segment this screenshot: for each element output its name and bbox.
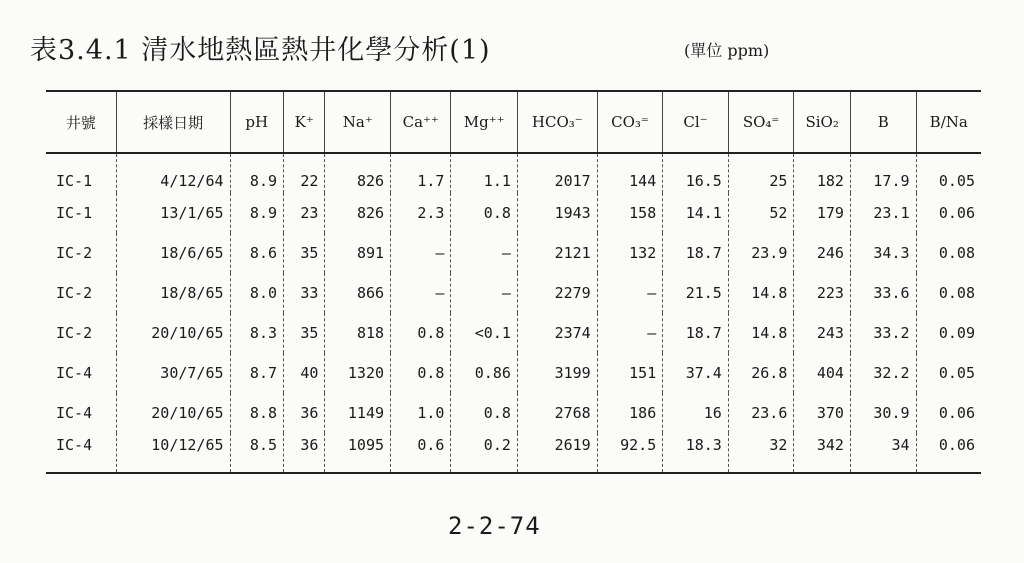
cell-ph: 8.9 bbox=[230, 153, 284, 193]
cell-ca: 0.8 bbox=[391, 313, 451, 353]
cell-b-na: 0.05 bbox=[916, 353, 981, 393]
cell-na: 866 bbox=[325, 273, 391, 313]
cell-hco3: 2619 bbox=[517, 433, 597, 473]
cell-cl: 18.7 bbox=[663, 313, 729, 353]
cell-sio2: 370 bbox=[794, 393, 851, 433]
cell-ph: 8.9 bbox=[230, 193, 284, 233]
cell-mg: <0.1 bbox=[451, 313, 517, 353]
cell-b: 23.1 bbox=[850, 193, 916, 233]
cell-cl: 37.4 bbox=[663, 353, 729, 393]
cell-co3: 186 bbox=[597, 393, 663, 433]
cell-sio2: 243 bbox=[794, 313, 851, 353]
chemical-analysis-table bbox=[46, 90, 981, 474]
cell-cl: 21.5 bbox=[663, 273, 729, 313]
cell-ca: 1.7 bbox=[391, 153, 451, 193]
cell-b: 33.6 bbox=[850, 273, 916, 313]
cell-b-na: 0.06 bbox=[916, 193, 981, 233]
cell-na: 1320 bbox=[325, 353, 391, 393]
cell-hco3: 2121 bbox=[517, 233, 597, 273]
cell-well-id: IC-2 bbox=[56, 244, 93, 262]
cell-ca: — bbox=[391, 273, 451, 313]
table-row bbox=[46, 193, 981, 233]
cell-co3: 158 bbox=[597, 193, 663, 233]
cell-k: 40 bbox=[284, 353, 325, 393]
cell-so4: 52 bbox=[728, 193, 794, 233]
unit-label: (單位 ppm) bbox=[684, 41, 770, 60]
table-row bbox=[46, 233, 981, 273]
cell-co3: 92.5 bbox=[597, 433, 663, 473]
cell-cl: 18.7 bbox=[663, 233, 729, 273]
cell-sio2: 404 bbox=[794, 353, 851, 393]
col-header-b: B bbox=[850, 91, 916, 153]
cell-na: 826 bbox=[325, 153, 391, 193]
table-row bbox=[46, 393, 981, 433]
cell-hco3: 3199 bbox=[517, 353, 597, 393]
cell-b: 34.3 bbox=[850, 233, 916, 273]
cell-k: 33 bbox=[284, 273, 325, 313]
cell-hco3: 2374 bbox=[517, 313, 597, 353]
cell-well-id: IC-2 bbox=[56, 324, 93, 342]
cell-well-id: IC-4 bbox=[56, 364, 93, 382]
cell-ph: 8.3 bbox=[230, 313, 284, 353]
col-header-well-id: 井號 bbox=[46, 91, 116, 153]
cell-so4: 26.8 bbox=[728, 353, 794, 393]
cell-so4: 14.8 bbox=[728, 313, 794, 353]
cell-ph: 8.7 bbox=[230, 353, 284, 393]
cell-mg: — bbox=[451, 233, 517, 273]
col-header-co3: CO₃⁼ bbox=[597, 91, 663, 153]
cell-co3: 132 bbox=[597, 233, 663, 273]
col-header-sampling-date: 採樣日期 bbox=[116, 91, 230, 153]
cell-cl: 16 bbox=[663, 393, 729, 433]
cell-k: 35 bbox=[284, 313, 325, 353]
cell-ca: 2.3 bbox=[391, 193, 451, 233]
cell-b: 34 bbox=[850, 433, 916, 473]
cell-b: 32.2 bbox=[850, 353, 916, 393]
table-row bbox=[46, 353, 981, 393]
cell-b-na: 0.08 bbox=[916, 233, 981, 273]
cell-cl: 16.5 bbox=[663, 153, 729, 193]
col-header-sio2: SiO₂ bbox=[794, 91, 851, 153]
cell-well-id: IC-1 bbox=[56, 204, 93, 222]
cell-ph: 8.5 bbox=[230, 433, 284, 473]
cell-sampling-date: 20/10/65 bbox=[116, 393, 230, 433]
cell-mg: 0.8 bbox=[451, 193, 517, 233]
col-header-so4: SO₄⁼ bbox=[728, 91, 794, 153]
cell-mg: 0.8 bbox=[451, 393, 517, 433]
cell-co3: — bbox=[597, 273, 663, 313]
cell-well-id: IC-2 bbox=[56, 284, 93, 302]
table-title: 表3.4.1 清水地熱區熱井化學分析(1) bbox=[30, 35, 491, 66]
table-row bbox=[46, 153, 981, 193]
cell-k: 23 bbox=[284, 193, 325, 233]
cell-hco3: 1943 bbox=[517, 193, 597, 233]
cell-co3: 144 bbox=[597, 153, 663, 193]
col-header-mg: Mg⁺⁺ bbox=[451, 91, 517, 153]
cell-hco3: 2279 bbox=[517, 273, 597, 313]
cell-mg: 0.86 bbox=[451, 353, 517, 393]
header-row bbox=[46, 91, 981, 153]
cell-sampling-date: 10/12/65 bbox=[116, 433, 230, 473]
cell-b-na: 0.09 bbox=[916, 313, 981, 353]
cell-ph: 8.8 bbox=[230, 393, 284, 433]
cell-cl: 14.1 bbox=[663, 193, 729, 233]
cell-k: 22 bbox=[284, 153, 325, 193]
cell-k: 35 bbox=[284, 233, 325, 273]
cell-sampling-date: 20/10/65 bbox=[116, 313, 230, 353]
cell-hco3: 2768 bbox=[517, 393, 597, 433]
cell-mg: — bbox=[451, 273, 517, 313]
cell-sio2: 179 bbox=[794, 193, 851, 233]
cell-well-id: IC-1 bbox=[56, 171, 93, 190]
cell-sio2: 182 bbox=[794, 153, 851, 193]
col-header-hco3: HCO₃⁻ bbox=[517, 91, 597, 153]
cell-sampling-date: 18/8/65 bbox=[116, 273, 230, 313]
cell-so4: 23.9 bbox=[728, 233, 794, 273]
cell-hco3: 2017 bbox=[517, 153, 597, 193]
cell-so4: 25 bbox=[728, 153, 794, 193]
cell-mg: 1.1 bbox=[451, 153, 517, 193]
cell-b: 30.9 bbox=[850, 393, 916, 433]
cell-b-na: 0.06 bbox=[916, 393, 981, 433]
table-row bbox=[46, 433, 981, 473]
table-row bbox=[46, 273, 981, 313]
col-header-ca: Ca⁺⁺ bbox=[391, 91, 451, 153]
cell-co3: — bbox=[597, 313, 663, 353]
cell-well-id: IC-4 bbox=[46, 433, 116, 473]
cell-na: 1095 bbox=[325, 433, 391, 473]
cell-sampling-date: 4/12/64 bbox=[116, 153, 230, 193]
cell-sampling-date: 30/7/65 bbox=[116, 353, 230, 393]
page-number: 2-2-74 bbox=[448, 512, 541, 540]
cell-co3: 151 bbox=[597, 353, 663, 393]
cell-sio2: 342 bbox=[794, 433, 851, 473]
cell-ph: 8.0 bbox=[230, 273, 284, 313]
cell-so4: 32 bbox=[728, 433, 794, 473]
cell-ca: 0.8 bbox=[391, 353, 451, 393]
cell-so4: 23.6 bbox=[728, 393, 794, 433]
cell-sio2: 246 bbox=[794, 233, 851, 273]
cell-sampling-date: 18/6/65 bbox=[116, 233, 230, 273]
cell-ca: — bbox=[391, 233, 451, 273]
col-header-ph: pH bbox=[230, 91, 284, 153]
cell-sampling-date: 13/1/65 bbox=[116, 193, 230, 233]
cell-na: 1149 bbox=[325, 393, 391, 433]
cell-mg: 0.2 bbox=[451, 433, 517, 473]
col-header-na: Na⁺ bbox=[325, 91, 391, 153]
col-header-b-na: B/Na bbox=[916, 91, 981, 153]
cell-ph: 8.6 bbox=[230, 233, 284, 273]
cell-sio2: 223 bbox=[794, 273, 851, 313]
table-row bbox=[46, 313, 981, 353]
cell-b-na: 0.08 bbox=[916, 273, 981, 313]
cell-well-id: IC-4 bbox=[56, 404, 93, 422]
cell-k: 36 bbox=[284, 433, 325, 473]
cell-na: 826 bbox=[325, 193, 391, 233]
cell-na: 818 bbox=[325, 313, 391, 353]
cell-so4: 14.8 bbox=[728, 273, 794, 313]
cell-na: 891 bbox=[325, 233, 391, 273]
cell-b: 33.2 bbox=[850, 313, 916, 353]
cell-k: 36 bbox=[284, 393, 325, 433]
cell-b-na: 0.06 bbox=[916, 433, 981, 473]
cell-cl: 18.3 bbox=[663, 433, 729, 473]
cell-ca: 0.6 bbox=[391, 433, 451, 473]
table-body bbox=[46, 153, 981, 473]
cell-ca: 1.0 bbox=[391, 393, 451, 433]
cell-b-na: 0.05 bbox=[916, 153, 981, 193]
col-header-k: K⁺ bbox=[284, 91, 325, 153]
col-header-cl: Cl⁻ bbox=[663, 91, 729, 153]
cell-b: 17.9 bbox=[850, 153, 916, 193]
